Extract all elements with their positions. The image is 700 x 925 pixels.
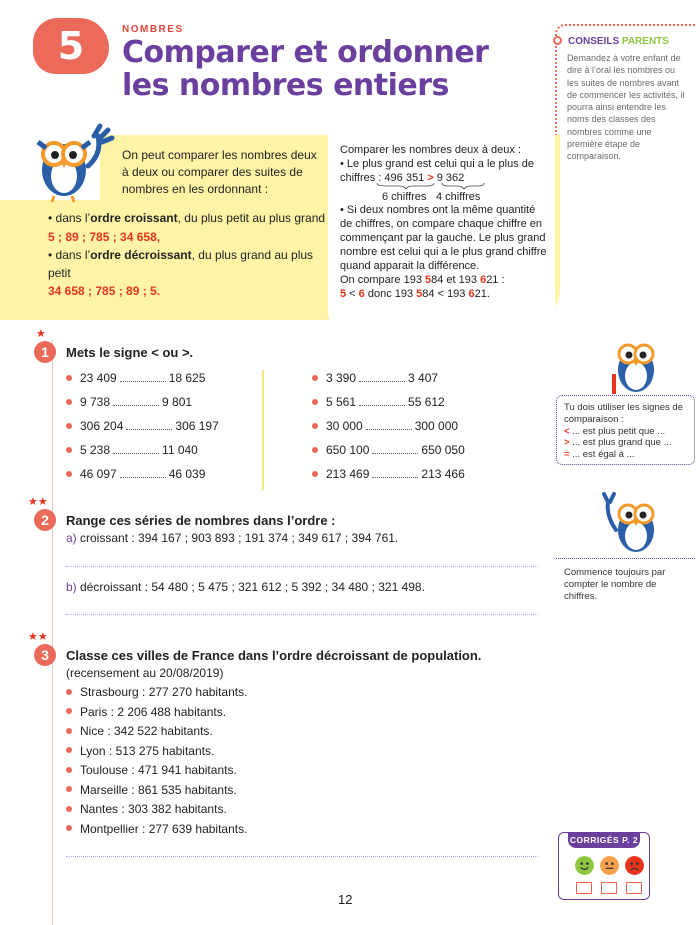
bubble-line2 xyxy=(340,157,550,185)
l5-b: 6 xyxy=(358,288,365,300)
city-text: Lyon : 513 275 habitants. xyxy=(80,743,215,758)
city-text: Toulouse : 471 941 habitants. xyxy=(80,763,237,777)
tip-2: Commence toujours par compter le nombre de chiffres. xyxy=(564,567,666,602)
l5-c: 5 xyxy=(416,288,423,300)
exercise-3-title: Classe ces villes de France dans l’ordre décroissant de population. xyxy=(66,648,482,663)
owl-mascot-icon xyxy=(598,326,668,396)
bubble-sign: > xyxy=(427,172,434,184)
croissant-post: , du plus petit au plus grand xyxy=(177,211,326,225)
comparison-row xyxy=(66,366,219,390)
bullet-icon xyxy=(312,375,318,381)
comparison-row xyxy=(312,462,465,486)
bullet-icon xyxy=(312,423,318,429)
list-item xyxy=(66,722,247,742)
exercise-1-number: 1 xyxy=(34,341,56,363)
value-b: 213 466 xyxy=(421,467,465,481)
list-item xyxy=(66,800,247,820)
tip1-intro: Tu dois utiliser les signes de comparaison : xyxy=(564,402,683,425)
list-item xyxy=(66,761,247,781)
city-list xyxy=(66,683,247,839)
list-item xyxy=(66,742,247,762)
owl-mascot-icon xyxy=(28,118,116,204)
bullet-icon xyxy=(312,471,318,477)
list-item xyxy=(66,683,247,703)
city-text: Marseille : 861 535 habitants. xyxy=(80,782,237,797)
ex2-a-text: croissant : 394 167 ; 903 893 ; 191 374 ; 349 617 ; 394 761. xyxy=(76,531,399,545)
sad-face-icon[interactable] xyxy=(625,856,644,875)
decroissant-pre: • dans l’ xyxy=(48,248,91,262)
page-title: Comparer et ordonner les nombres entiers xyxy=(122,35,489,103)
tip1-text: ... est plus grand que ... xyxy=(569,437,672,449)
city-text: Strasbourg : 277 270 habitants. xyxy=(80,685,248,699)
l4-post: 21 : xyxy=(486,274,505,286)
margin-line xyxy=(52,340,53,925)
croissant-bold: ordre croissant xyxy=(90,211,178,225)
tip1-row xyxy=(564,426,692,438)
conseils-bullet-icon xyxy=(553,36,562,45)
difficulty-star-icon: ★★ xyxy=(28,631,48,643)
l5-post: 21. xyxy=(474,288,490,300)
value-b: 18 625 xyxy=(168,371,206,385)
value-a: 23 409 xyxy=(80,371,117,385)
value-b: 55 612 xyxy=(408,395,445,409)
answer-blank[interactable] xyxy=(113,396,159,406)
answer-line[interactable] xyxy=(66,566,538,567)
bullet-icon xyxy=(66,747,72,753)
tip1-text: ... est égal à ... xyxy=(569,449,635,461)
exercise-3-subtitle: (recensement au 20/08/2019) xyxy=(66,666,224,680)
bullet-icon xyxy=(66,689,72,695)
exercise-1-right-column xyxy=(312,366,465,486)
answer-blank[interactable] xyxy=(372,468,418,478)
bullet-icon xyxy=(66,375,72,381)
comparison-row xyxy=(66,462,219,486)
comparison-row xyxy=(66,390,219,414)
bubble-line3: • Si deux nombres ont la même quantité de chiffres, on compare chaque chiffre en commençant par la gauche. Le plus grand nombre est celui qui a le plus grand chiffre quand apparait la différence. xyxy=(340,204,547,272)
answer-blank[interactable] xyxy=(120,468,166,478)
exercise-1-left-column xyxy=(66,366,219,486)
column-divider xyxy=(262,370,264,490)
city-text: Paris : 2 206 488 habitants. xyxy=(80,704,227,719)
answer-blank[interactable] xyxy=(359,372,405,382)
value-b: 46 039 xyxy=(168,467,206,481)
l4-pre: On compare 193 xyxy=(340,274,425,286)
tip1-text: ... est plus petit que ... xyxy=(569,425,666,437)
chapter-number-badge: 5 xyxy=(33,18,109,74)
lesson-intro: On peut comparer les nombres deux à deux ou comparer des suites de nombres en les ordonnant : xyxy=(122,148,317,196)
answer-blank[interactable] xyxy=(359,396,405,406)
answer-blank[interactable] xyxy=(126,420,172,430)
croissant-pre: • dans l’ xyxy=(48,211,91,225)
bullet-icon xyxy=(66,806,72,812)
corriges-label: CORRIGÉS P. 2 xyxy=(568,832,640,848)
exercise-2-a xyxy=(66,531,398,545)
lesson-croissant xyxy=(48,210,338,228)
checkbox-neutral[interactable] xyxy=(601,882,617,894)
section-label: NOMBRES xyxy=(122,24,184,35)
difficulty-star-icon: ★ xyxy=(36,328,46,340)
bubble-line2-text: • Le plus grand est celui qui a le plus de chiffres : 496 351 xyxy=(340,158,535,184)
value-a: 9 738 xyxy=(80,395,111,409)
value-a: 46 097 xyxy=(80,467,117,481)
answer-blank[interactable] xyxy=(113,444,159,454)
l5-d: 6 xyxy=(468,288,475,300)
bullet-icon xyxy=(66,447,72,453)
ex2-b-label: b) xyxy=(66,580,77,594)
bullet-icon xyxy=(66,825,72,831)
tip1-sign: > xyxy=(564,437,570,449)
decroissant-bold: ordre décroissant xyxy=(90,248,192,262)
decroissant-example: 34 658 ; 785 ; 89 ; 5. xyxy=(48,284,161,298)
comparison-row xyxy=(312,438,465,462)
ex2-a-label: a) xyxy=(66,531,77,545)
value-a: 30 000 xyxy=(326,419,363,433)
conseils-text: Demandez à votre enfant de dire à l’oral les nombres ou les suites de nombres avant de commencer les activités, il pourra ainsi entendre les noms des classes des nombres comme une première étape de comparaison. xyxy=(567,53,685,162)
tip-1 xyxy=(564,402,692,461)
checkbox-happy[interactable] xyxy=(576,882,592,894)
value-b: 3 407 xyxy=(408,371,439,385)
bullet-icon xyxy=(66,708,72,714)
comparison-row xyxy=(312,414,465,438)
bullet-icon xyxy=(66,399,72,405)
rule-bubble-text xyxy=(340,143,550,301)
city-text: Nice : 342 522 habitants. xyxy=(80,724,213,738)
croissant-example: 5 ; 89 ; 785 ; 34 658, xyxy=(48,229,161,244)
l5-mid2: 84 < 193 xyxy=(422,288,469,300)
decroissant-post: , du plus grand au plus petit xyxy=(48,248,314,280)
tip1-row xyxy=(564,449,692,461)
exercise-2-number: 2 xyxy=(34,509,56,531)
list-item xyxy=(66,781,247,801)
bubble-line1: Comparer les nombres deux à deux : xyxy=(340,144,521,156)
tip1-sign: < xyxy=(564,425,570,437)
difficulty-star-icon: ★★ xyxy=(28,496,48,508)
l5-sign: < xyxy=(346,288,359,300)
value-b: 11 040 xyxy=(162,443,198,457)
value-a: 5 561 xyxy=(326,395,357,409)
value-b: 306 197 xyxy=(175,419,219,433)
answer-line[interactable] xyxy=(66,614,538,615)
bullet-icon xyxy=(312,447,318,453)
value-b: 650 050 xyxy=(421,443,465,457)
digits-a: 6 chiffres xyxy=(382,191,427,203)
answer-blank[interactable] xyxy=(120,372,166,382)
answer-blank[interactable] xyxy=(372,444,418,454)
list-item xyxy=(66,703,247,723)
conseils-title xyxy=(568,36,669,47)
l5-a: 5 xyxy=(340,288,347,300)
page-number: 12 xyxy=(338,892,353,907)
city-text: Montpellier : 277 639 habitants. xyxy=(80,821,248,836)
bullet-icon xyxy=(66,767,72,773)
neutral-face-icon[interactable] xyxy=(600,856,619,875)
l4-a: 5 xyxy=(425,274,432,286)
city-text: Nantes : 303 382 habitants. xyxy=(80,802,227,816)
lesson-list xyxy=(48,210,338,301)
answer-line[interactable] xyxy=(66,856,538,857)
value-b: 300 000 xyxy=(414,419,459,433)
l4-mid: 84 et 193 xyxy=(431,274,481,286)
brace-icon xyxy=(376,182,486,190)
lesson-decroissant xyxy=(48,247,338,282)
bubble-digit-counts xyxy=(340,185,550,203)
l4-b: 6 xyxy=(480,274,487,286)
tip1-sign: = xyxy=(564,449,570,461)
l5-mid: donc 193 xyxy=(364,288,417,300)
owl-mascot-icon xyxy=(600,486,670,556)
exercise-2-title: Range ces séries de nombres dans l’ordre : xyxy=(66,513,336,528)
happy-face-icon[interactable] xyxy=(575,856,594,875)
value-a: 650 100 xyxy=(326,443,370,457)
bullet-icon xyxy=(312,399,318,405)
comparison-row xyxy=(312,390,465,414)
conseils-title-part2: PARENTS xyxy=(621,36,669,47)
value-a: 306 204 xyxy=(80,419,124,433)
checkbox-sad[interactable] xyxy=(626,882,642,894)
exercise-3-number: 3 xyxy=(34,644,56,666)
conseils-title-part1: CONSEILS xyxy=(568,36,622,47)
comparison-row xyxy=(312,366,465,390)
value-a: 213 469 xyxy=(326,467,370,481)
bubble-line2b: 9 362 xyxy=(436,172,465,184)
ex2-b-text: décroissant : 54 480 ; 5 475 ; 321 612 ; 5 392 ; 34 480 ; 321 498. xyxy=(76,580,425,594)
comparison-row xyxy=(66,438,219,462)
bullet-icon xyxy=(66,471,72,477)
list-item xyxy=(66,820,247,840)
bullet-icon xyxy=(66,728,72,734)
value-b: 9 801 xyxy=(162,395,193,409)
bullet-icon xyxy=(66,423,72,429)
answer-blank[interactable] xyxy=(366,420,412,430)
exercise-2-b xyxy=(66,580,425,594)
value-a: 3 390 xyxy=(326,371,357,385)
bullet-icon xyxy=(66,786,72,792)
comparison-row xyxy=(66,414,219,438)
tip1-row xyxy=(564,437,692,449)
value-a: 5 238 xyxy=(80,443,111,457)
digits-b: 4 chiffres xyxy=(436,191,481,203)
bubble-line4 xyxy=(340,273,550,287)
exercise-1-title: Mets le signe < ou >. xyxy=(66,345,194,360)
bubble-line5 xyxy=(340,287,550,301)
